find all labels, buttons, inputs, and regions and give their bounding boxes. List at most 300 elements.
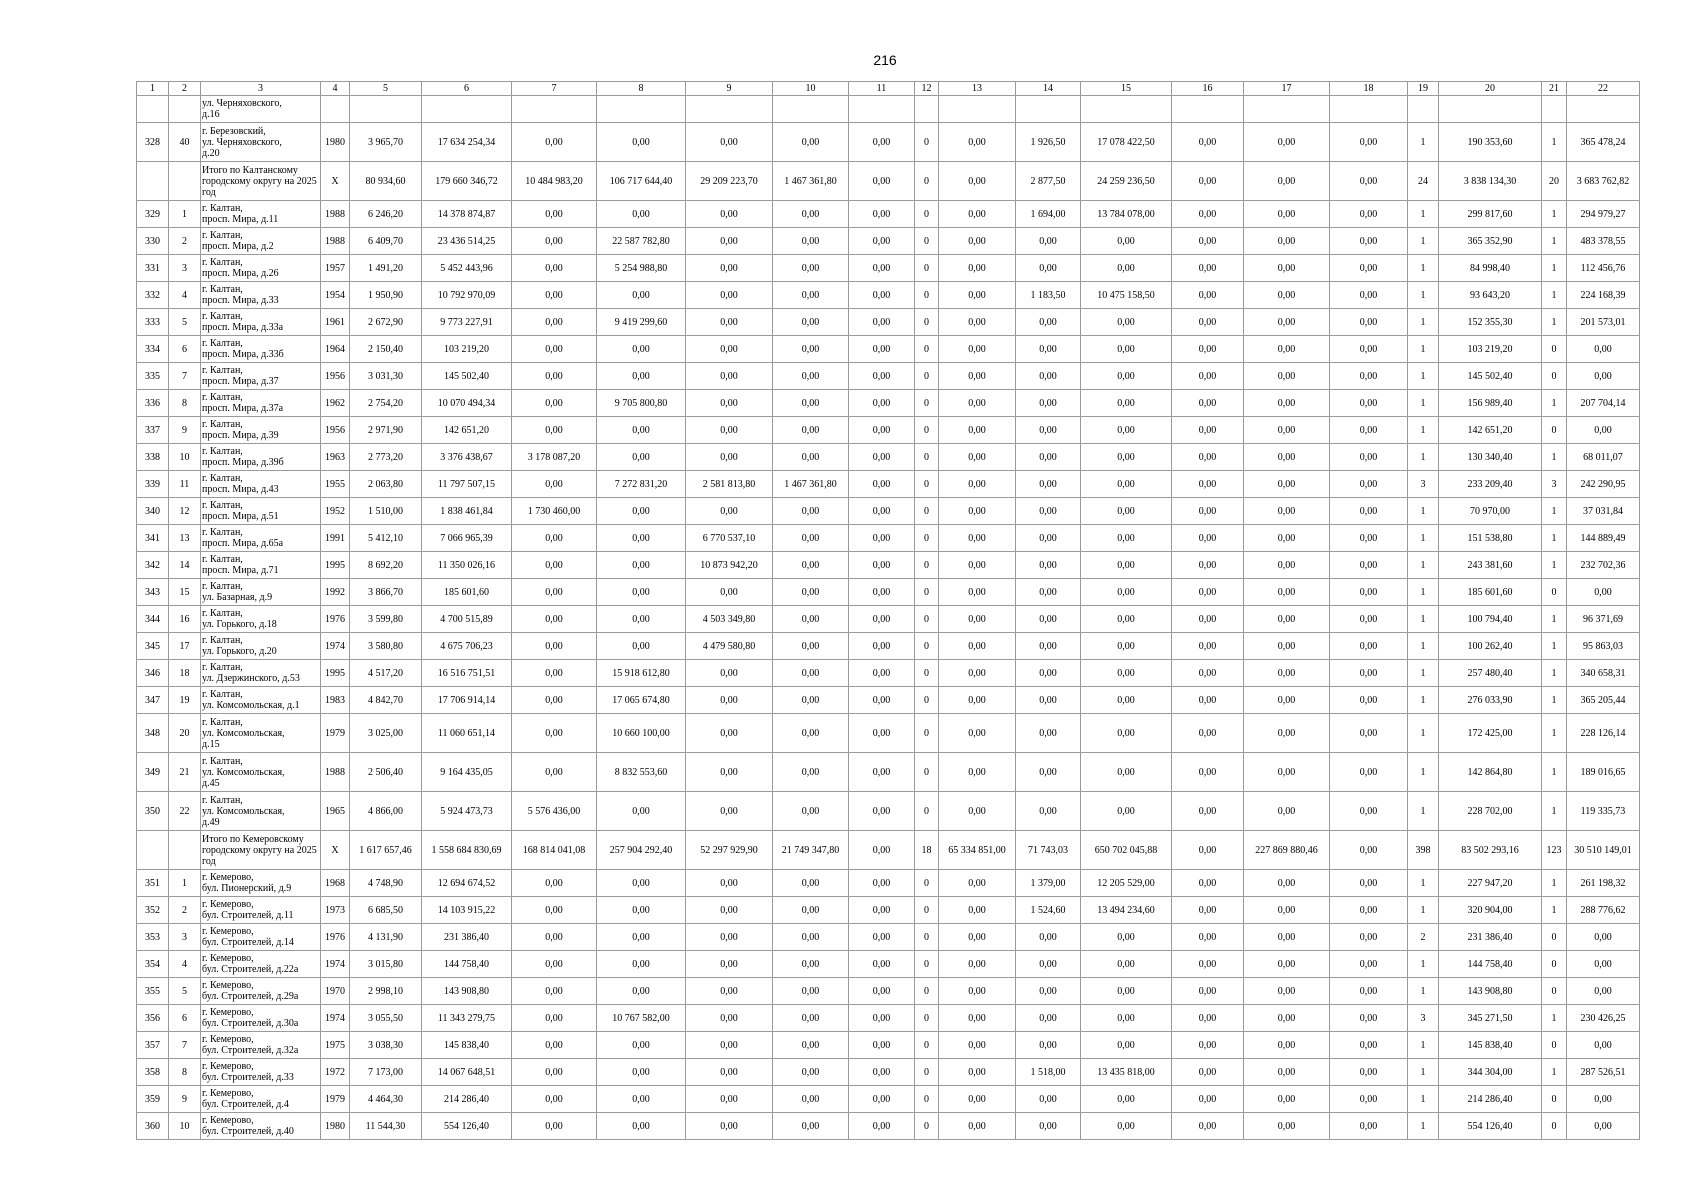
table-cell: 1 838 461,84 — [422, 498, 512, 525]
table-cell: 1 — [1408, 792, 1439, 831]
table-cell: 0,00 — [1016, 1032, 1081, 1059]
table-cell: 3 015,80 — [350, 951, 422, 978]
table-cell: 1 — [1408, 1086, 1439, 1113]
table-cell: 0,00 — [597, 444, 686, 471]
address-cell: г. Кемерово, бул. Строителей, д.33 — [201, 1059, 321, 1086]
table-cell: 1 — [1542, 1059, 1567, 1086]
table-cell: 0,00 — [773, 255, 849, 282]
table-cell: 0,00 — [1081, 444, 1172, 471]
table-row — [137, 444, 1640, 471]
table-cell: 0,00 — [686, 660, 773, 687]
table-cell: 0,00 — [512, 870, 597, 897]
table-cell: 16 — [169, 606, 201, 633]
table-row — [137, 498, 1640, 525]
table-cell: 70 970,00 — [1439, 498, 1542, 525]
table-cell: 0,00 — [1016, 978, 1081, 1005]
table-cell: 0,00 — [849, 123, 915, 162]
table-cell: 0,00 — [773, 978, 849, 1005]
table-cell: 0,00 — [686, 390, 773, 417]
table-cell: 0,00 — [939, 1005, 1016, 1032]
table-cell: 0,00 — [773, 228, 849, 255]
table-cell: 0,00 — [1330, 552, 1408, 579]
table-cell: 0 — [915, 1113, 939, 1140]
table-cell: 3 — [1408, 471, 1439, 498]
table-row — [137, 552, 1640, 579]
table-cell: 4 842,70 — [350, 687, 422, 714]
table-cell: 1 — [1542, 444, 1567, 471]
table-cell: 0,00 — [1081, 1032, 1172, 1059]
table-cell: 14 103 915,22 — [422, 897, 512, 924]
table-cell: 1 — [1408, 123, 1439, 162]
table-cell: 0,00 — [1081, 660, 1172, 687]
table-cell: 0,00 — [1330, 978, 1408, 1005]
address-cell: Итого по Калтанскому городскому округу на 2025 год — [201, 162, 321, 201]
table-cell: 80 934,60 — [350, 162, 422, 201]
table-cell: 0,00 — [1016, 792, 1081, 831]
table-cell: 0,00 — [1330, 951, 1408, 978]
table-cell: 3 055,50 — [350, 1005, 422, 1032]
table-cell: 17 — [169, 633, 201, 660]
table-cell: 0,00 — [1016, 363, 1081, 390]
table-cell: 0,00 — [849, 282, 915, 309]
table-cell: 151 538,80 — [1439, 525, 1542, 552]
table-cell: 0 — [915, 1005, 939, 1032]
table-cell: 21 — [169, 753, 201, 792]
table-cell: 0,00 — [1016, 417, 1081, 444]
table-cell: 242 290,95 — [1567, 471, 1640, 498]
table-cell: 18 — [915, 831, 939, 870]
address-cell: г. Кемерово, бул. Строителей, д.30а — [201, 1005, 321, 1032]
table-cell: 4 675 706,23 — [422, 633, 512, 660]
table-row — [137, 417, 1640, 444]
table-cell: 340 658,31 — [1567, 660, 1640, 687]
table-cell: 0 — [1542, 1032, 1567, 1059]
table-cell: 0,00 — [1244, 201, 1330, 228]
table-cell: 0,00 — [849, 309, 915, 336]
table-cell: 1 — [1542, 525, 1567, 552]
table-cell: 0,00 — [512, 660, 597, 687]
table-cell: 7 — [169, 363, 201, 390]
table-cell: 143 908,80 — [422, 978, 512, 1005]
table-cell: 9 — [686, 82, 773, 96]
table-cell — [939, 96, 1016, 123]
table-cell: 0,00 — [849, 1032, 915, 1059]
table-cell: 2 — [1408, 924, 1439, 951]
table-cell: 1961 — [321, 309, 350, 336]
table-cell: 12 — [169, 498, 201, 525]
table-cell: 0 — [915, 579, 939, 606]
table-cell: 22 — [169, 792, 201, 831]
table-cell: 2 — [169, 82, 201, 96]
table-cell: 106 717 644,40 — [597, 162, 686, 201]
table-cell: 1 — [169, 870, 201, 897]
table-cell: 0,00 — [939, 1086, 1016, 1113]
table-cell: 0,00 — [686, 897, 773, 924]
table-cell: 0,00 — [512, 753, 597, 792]
address-cell: г. Калтан, просп. Мира, д.51 — [201, 498, 321, 525]
table-cell: 0,00 — [1081, 471, 1172, 498]
table-cell: 294 979,27 — [1567, 201, 1640, 228]
table-cell: 0,00 — [849, 978, 915, 1005]
table-cell: 0,00 — [1244, 1113, 1330, 1140]
table-cell — [137, 96, 169, 123]
table-cell: 4 464,30 — [350, 1086, 422, 1113]
table-cell: 0,00 — [939, 951, 1016, 978]
table-cell: 207 704,14 — [1567, 390, 1640, 417]
table-cell: 0,00 — [597, 498, 686, 525]
table-cell: 0,00 — [1081, 417, 1172, 444]
table-cell: 0,00 — [597, 1086, 686, 1113]
table-cell: 0,00 — [1016, 255, 1081, 282]
table-cell: 0,00 — [686, 792, 773, 831]
table-cell: 1968 — [321, 870, 350, 897]
table-cell — [169, 96, 201, 123]
table-cell: 0,00 — [773, 753, 849, 792]
table-cell: 19 — [1408, 82, 1439, 96]
table-cell: 0,00 — [597, 1113, 686, 1140]
table-cell: 15 918 612,80 — [597, 660, 686, 687]
address-cell: г. Кемерово, бул. Строителей, д.22а — [201, 951, 321, 978]
table-cell: 0,00 — [1172, 660, 1244, 687]
table-cell: 144 758,40 — [1439, 951, 1542, 978]
table-cell: 0,00 — [773, 606, 849, 633]
table-cell: 0,00 — [1081, 753, 1172, 792]
table-cell: 3 580,80 — [350, 633, 422, 660]
table-cell: 1 — [1408, 1113, 1439, 1140]
table-cell: 0,00 — [686, 228, 773, 255]
table-cell: 0 — [915, 390, 939, 417]
table-cell: 2 773,20 — [350, 444, 422, 471]
table-cell: 8 — [169, 1059, 201, 1086]
table-cell: 0,00 — [1016, 579, 1081, 606]
table-cell: 1 — [1408, 255, 1439, 282]
table-cell: 145 838,40 — [422, 1032, 512, 1059]
table-cell: 11 — [849, 82, 915, 96]
table-cell: 10 660 100,00 — [597, 714, 686, 753]
table-cell: 23 436 514,25 — [422, 228, 512, 255]
table-cell: 71 743,03 — [1016, 831, 1081, 870]
table-cell — [1172, 96, 1244, 123]
table-cell — [597, 96, 686, 123]
table-cell: 0,00 — [1244, 633, 1330, 660]
table-cell: 13 — [939, 82, 1016, 96]
table-cell: 4 866,00 — [350, 792, 422, 831]
table-cell: 228 702,00 — [1439, 792, 1542, 831]
table-cell: 0,00 — [1244, 870, 1330, 897]
table-cell: 0,00 — [1172, 633, 1244, 660]
table-cell: 228 126,14 — [1567, 714, 1640, 753]
table-cell: 0,00 — [1172, 870, 1244, 897]
table-cell: 156 989,40 — [1439, 390, 1542, 417]
table-cell: 1955 — [321, 471, 350, 498]
table-cell: 65 334 851,00 — [939, 831, 1016, 870]
table-row — [137, 1113, 1640, 1140]
table-cell: 0,00 — [773, 951, 849, 978]
table-cell: 0,00 — [686, 1086, 773, 1113]
table-cell: 357 — [137, 1032, 169, 1059]
table-cell: 353 — [137, 924, 169, 951]
table-cell — [169, 831, 201, 870]
table-cell — [1542, 96, 1567, 123]
table-cell: 0,00 — [849, 336, 915, 363]
table-cell: 0,00 — [1081, 336, 1172, 363]
table-cell: 349 — [137, 753, 169, 792]
table-cell: 0,00 — [512, 471, 597, 498]
table-cell: 0,00 — [1244, 228, 1330, 255]
table-cell: 0,00 — [849, 1113, 915, 1140]
table-cell: 0,00 — [939, 753, 1016, 792]
table-cell: 0,00 — [1016, 660, 1081, 687]
table-cell: 8 — [169, 390, 201, 417]
table-cell: 10 484 983,20 — [512, 162, 597, 201]
table-cell: 7 — [512, 82, 597, 96]
table-cell: 0,00 — [1081, 255, 1172, 282]
table-cell: 1 — [1542, 660, 1567, 687]
table-cell — [1330, 96, 1408, 123]
table-cell: 0,00 — [1172, 978, 1244, 1005]
table-cell: 0,00 — [773, 123, 849, 162]
table-cell: 0,00 — [939, 525, 1016, 552]
table-cell: 1974 — [321, 951, 350, 978]
table-cell: 345 271,50 — [1439, 1005, 1542, 1032]
table-cell: 9 419 299,60 — [597, 309, 686, 336]
table-cell: 0,00 — [849, 606, 915, 633]
table-cell: 0 — [915, 606, 939, 633]
table-cell: 145 502,40 — [422, 363, 512, 390]
table-cell: 0,00 — [849, 831, 915, 870]
table-cell: 22 — [1567, 82, 1640, 96]
table-cell: 0,00 — [1330, 870, 1408, 897]
table-cell: 185 601,60 — [1439, 579, 1542, 606]
table-cell: 358 — [137, 1059, 169, 1086]
table-cell: 338 — [137, 444, 169, 471]
table-cell: 144 758,40 — [422, 951, 512, 978]
table-cell: 0,00 — [773, 579, 849, 606]
table-cell: 0,00 — [512, 309, 597, 336]
table-cell: 0,00 — [1081, 633, 1172, 660]
table-cell: 0,00 — [512, 123, 597, 162]
table-row — [137, 633, 1640, 660]
table-cell: 334 — [137, 336, 169, 363]
table-cell: 0 — [915, 498, 939, 525]
table-cell: 0,00 — [1244, 579, 1330, 606]
table-cell: 17 634 254,34 — [422, 123, 512, 162]
table-cell: 0,00 — [849, 714, 915, 753]
table-cell: 1 — [1408, 201, 1439, 228]
table-cell: 0,00 — [849, 417, 915, 444]
table-cell: 0,00 — [1330, 336, 1408, 363]
table-cell — [915, 96, 939, 123]
table-cell: 0,00 — [1330, 363, 1408, 390]
table-cell: 1 — [1408, 552, 1439, 579]
table-cell: 0,00 — [686, 123, 773, 162]
table-cell: 14 067 648,51 — [422, 1059, 512, 1086]
table-cell: 0,00 — [1244, 1059, 1330, 1086]
table-cell: 52 297 929,90 — [686, 831, 773, 870]
table-cell: 1 — [137, 82, 169, 96]
table-cell: 0,00 — [597, 363, 686, 390]
table-cell: 14 378 874,87 — [422, 201, 512, 228]
table-cell: 4 479 580,80 — [686, 633, 773, 660]
table-cell: 201 573,01 — [1567, 309, 1640, 336]
table-cell: 0,00 — [1016, 687, 1081, 714]
table-cell: 8 832 553,60 — [597, 753, 686, 792]
table-cell: 0,00 — [1081, 1005, 1172, 1032]
table-cell: 320 904,00 — [1439, 897, 1542, 924]
table-cell: 0,00 — [939, 687, 1016, 714]
table-cell: 0,00 — [1567, 1113, 1640, 1140]
table-cell: 13 435 818,00 — [1081, 1059, 1172, 1086]
table-cell: 0,00 — [939, 1113, 1016, 1140]
table-cell: 0 — [915, 552, 939, 579]
table-cell: 0,00 — [1567, 336, 1640, 363]
table-cell: 0,00 — [512, 1059, 597, 1086]
table-cell: 0,00 — [1172, 1086, 1244, 1113]
table-cell: 6 — [169, 1005, 201, 1032]
table-cell: 1 730 460,00 — [512, 498, 597, 525]
table-cell: 4 503 349,80 — [686, 606, 773, 633]
table-cell: 29 209 223,70 — [686, 162, 773, 201]
table-cell: 0 — [915, 897, 939, 924]
table-cell: Х — [321, 162, 350, 201]
table-cell: 0,00 — [849, 444, 915, 471]
table-cell: 172 425,00 — [1439, 714, 1542, 753]
table-cell: 3 376 438,67 — [422, 444, 512, 471]
table-cell: 1 518,00 — [1016, 1059, 1081, 1086]
table-cell: 0,00 — [1244, 951, 1330, 978]
table-cell: 0,00 — [773, 417, 849, 444]
table-cell: 0,00 — [1172, 753, 1244, 792]
table-cell: 3 965,70 — [350, 123, 422, 162]
table-row — [137, 123, 1640, 162]
table-cell: 341 — [137, 525, 169, 552]
table-cell: 227 869 880,46 — [1244, 831, 1330, 870]
table-cell: 0 — [1542, 363, 1567, 390]
table-cell: 1 — [1542, 753, 1567, 792]
address-cell: г. Калтан, просп. Мира, д.65а — [201, 525, 321, 552]
table-cell: 0,00 — [1081, 579, 1172, 606]
table-cell: 1983 — [321, 687, 350, 714]
table-cell: 0,00 — [1330, 1059, 1408, 1086]
table-cell: 1 — [1408, 363, 1439, 390]
table-cell: 0,00 — [597, 1059, 686, 1086]
table-cell: 0,00 — [939, 660, 1016, 687]
table-cell: 144 889,49 — [1567, 525, 1640, 552]
table-cell: 0 — [915, 417, 939, 444]
table-cell: 0,00 — [1172, 525, 1244, 552]
table-cell: 0 — [1542, 1113, 1567, 1140]
table-cell: 0,00 — [686, 201, 773, 228]
table-cell: 0 — [1542, 951, 1567, 978]
table-cell: 1 467 361,80 — [773, 471, 849, 498]
table-cell: 0,00 — [849, 579, 915, 606]
table-cell: 0,00 — [1016, 444, 1081, 471]
table-cell: 2 063,80 — [350, 471, 422, 498]
table-cell: 1 — [1542, 606, 1567, 633]
table-cell: 0,00 — [597, 1032, 686, 1059]
table-cell: 1 558 684 830,69 — [422, 831, 512, 870]
table-cell: 0,00 — [686, 1113, 773, 1140]
table-cell: 0,00 — [512, 552, 597, 579]
address-cell: г. Калтан, просп. Мира, д.33б — [201, 336, 321, 363]
address-cell: г. Кемерово, бул. Строителей, д.14 — [201, 924, 321, 951]
address-cell: г. Кемерово, бул. Строителей, д.4 — [201, 1086, 321, 1113]
table-cell: 1972 — [321, 1059, 350, 1086]
table-cell: 179 660 346,72 — [422, 162, 512, 201]
table-cell: 0,00 — [1016, 390, 1081, 417]
header-row — [137, 82, 1640, 96]
table-cell: 0,00 — [939, 255, 1016, 282]
table-cell: 5 576 436,00 — [512, 792, 597, 831]
table-cell: 145 502,40 — [1439, 363, 1542, 390]
table-row — [137, 870, 1640, 897]
table-cell — [321, 96, 350, 123]
table-row — [137, 96, 1640, 123]
table-cell: 0,00 — [686, 417, 773, 444]
table-cell: 299 817,60 — [1439, 201, 1542, 228]
table-cell: 0 — [915, 123, 939, 162]
table-cell: 483 378,55 — [1567, 228, 1640, 255]
table-cell: 1 — [1408, 282, 1439, 309]
table-cell: 0,00 — [597, 417, 686, 444]
table-cell: 0,00 — [1244, 897, 1330, 924]
table-cell: 1973 — [321, 897, 350, 924]
table-cell: 0,00 — [1244, 714, 1330, 753]
table-cell: 0,00 — [1016, 336, 1081, 363]
table-cell: 0,00 — [1244, 498, 1330, 525]
table-row — [137, 579, 1640, 606]
table-cell: 0,00 — [1244, 471, 1330, 498]
table-cell: 24 — [1408, 162, 1439, 201]
table-cell: 0,00 — [773, 390, 849, 417]
table-cell: 0,00 — [1081, 1086, 1172, 1113]
register-table — [136, 81, 1640, 1140]
table-cell: 0,00 — [597, 282, 686, 309]
table-cell: 6 246,20 — [350, 201, 422, 228]
table-cell: 0,00 — [1330, 390, 1408, 417]
table-cell: 0 — [915, 951, 939, 978]
table-cell: 0,00 — [512, 1005, 597, 1032]
table-cell: 1 — [1542, 870, 1567, 897]
table-cell: 1 — [1542, 201, 1567, 228]
table-cell: 0,00 — [1172, 498, 1244, 525]
table-cell: 231 386,40 — [422, 924, 512, 951]
address-cell: г. Кемерово, бул. Строителей, д.11 — [201, 897, 321, 924]
table-cell: 0,00 — [773, 363, 849, 390]
table-cell: 0,00 — [686, 870, 773, 897]
table-cell: 0,00 — [597, 792, 686, 831]
table-cell: 0,00 — [1244, 606, 1330, 633]
table-cell: 1975 — [321, 1032, 350, 1059]
table-cell: 0,00 — [939, 1059, 1016, 1086]
table-cell: 0,00 — [597, 579, 686, 606]
table-cell: 0,00 — [512, 525, 597, 552]
table-cell: 2 — [169, 228, 201, 255]
table-cell: 336 — [137, 390, 169, 417]
table-cell: 345 — [137, 633, 169, 660]
table-cell — [422, 96, 512, 123]
table-cell: 355 — [137, 978, 169, 1005]
address-cell: г. Калтан, ул. Горького, д.20 — [201, 633, 321, 660]
table-cell: 40 — [169, 123, 201, 162]
table-cell: 0,00 — [512, 201, 597, 228]
table-cell: 1 — [1408, 633, 1439, 660]
table-cell: 0,00 — [849, 228, 915, 255]
table-cell: 10 873 942,20 — [686, 552, 773, 579]
address-cell: г. Калтан, просп. Мира, д.33а — [201, 309, 321, 336]
table-cell: 103 219,20 — [422, 336, 512, 363]
table-cell: 16 — [1172, 82, 1244, 96]
